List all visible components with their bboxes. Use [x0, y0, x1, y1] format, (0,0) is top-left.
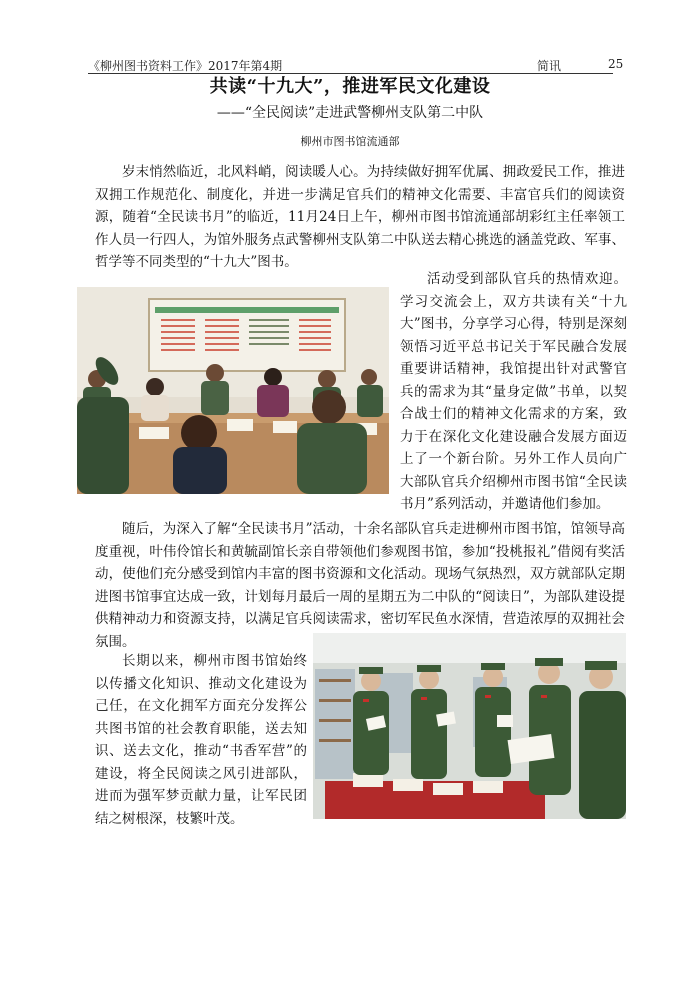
- section-name: 简讯: [537, 59, 562, 73]
- journal-name: 《柳州图书资料工作》2017年第4期: [88, 59, 283, 73]
- photo-exchange-meeting-icon: [77, 287, 389, 494]
- article-subtitle: ——“全民阅读”走进武警柳州支队第二中队: [216, 105, 484, 121]
- photo-library-visit-icon: [313, 633, 626, 819]
- page-number: 25: [608, 57, 624, 71]
- article-author: 柳州市图书馆流通部: [300, 135, 400, 148]
- page-header: [0, 0, 700, 80]
- photo-library-visit: [313, 633, 626, 819]
- paragraph-2: 活动受到部队官兵的热情欢迎。学习交流会上，双方共读有关“十九大”图书，分享学习心得，特别是深刻领悟习近平总书记关于军民融合发展重要讲话精神，我馆提出针对武警官兵的需求为其“量身定做”书单，以契合战士们的精神文化需求的方案，致力于在深化文化建设融合发展方面迈上了一个新台阶。另外工作人员向广大部队官兵介绍柳州市图书馆“全民读书月”系列活动，并邀请他们参加。: [400, 271, 627, 512]
- paragraph-3: 随后，为深入了解“全民读书月”活动，十余名部队官兵走进柳州市图书馆，馆领导高度重视，叶伟伶馆长和黄毓副馆长亲自带领他们参观图书馆，参加“投桃报礼”借阅有奖活动，使他们充分感受到馆内丰富的图书资源和文化活动。现场气氛热烈，双方就部队定期进图书馆事宜达成一致，计划每月最后一周的星期五为二中队的“阅读日”，为部队建设提供精神动力和资源支持，以满足官兵阅读需求，密切军民鱼水深情，营造浓厚的双拥社会氛围。: [95, 521, 625, 650]
- photo-exchange-meeting: [77, 287, 389, 494]
- paragraph-4: 长期以来，柳州市图书馆始终以传播文化知识、推动文化建设为己任，在文化拥军方面充分发挥公共图书馆的社会教育职能，送去知识、送去文化，推动“书香军营”的建设，将全民阅读之风引进部队，进而为强军梦贡献力量，让军民团结之树根深，枝繁叶茂。: [95, 653, 307, 827]
- article-title: 共读“十九大”，推进军民文化建设: [209, 76, 491, 97]
- paragraph-1: 岁末悄然临近，北风料峭，阅读暖人心。为持续做好拥军优属、拥政爱民工作，推进双拥工作规范化、制度化，并进一步满足官兵们的精神文化需要、丰富官兵们的阅读资源，随着“全民读书月”的临近，11月24日上午，柳州市图书馆流通部胡彩红主任率领工作人员一行四人，为馆外服务点武警柳州支队第二中队送去精心挑选的涵盖党政、军事、哲学等不同类型的“十九大”图书。: [95, 164, 625, 270]
